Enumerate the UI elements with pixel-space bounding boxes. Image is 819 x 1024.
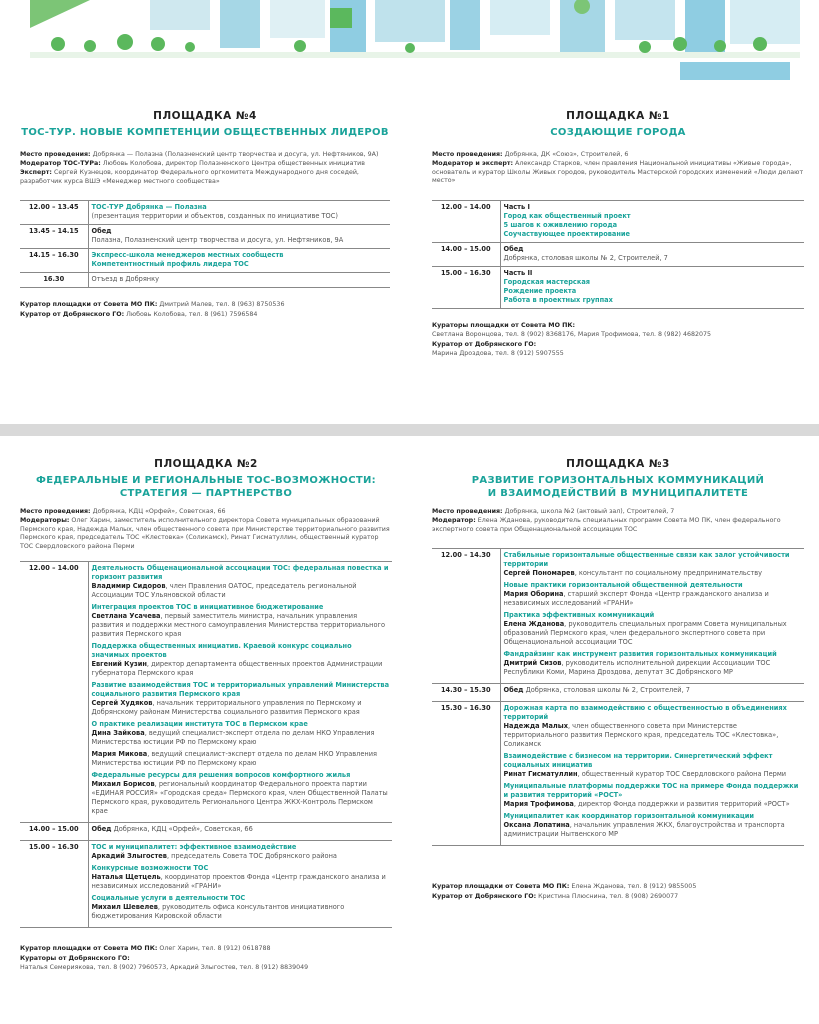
speaker-name: Аркадий Злыгостев — [91, 852, 167, 861]
venue-3-title: ПЛОЩАДКА №3 — [566, 458, 670, 470]
schedule-item: Работа в проектных группах — [503, 295, 613, 304]
schedule-item: Полазна, Полазненский центр творчества и досуга, ул. Нефтяников, 9А — [91, 236, 344, 245]
schedule-row — [432, 242, 804, 266]
speaker-role: , первый заместитель министра, начальник управления развития и поддержки местного самоуправления Министерства территориального развития Пермского края — [91, 612, 386, 639]
city-banner-illustration — [30, 0, 800, 80]
talk-title: Взаимодействие с бизнесом на территории. Синергетический эффект социальных инициатив — [503, 752, 773, 770]
venue-1-curators — [432, 321, 804, 359]
schedule-time: 12.00 – 13.45 — [20, 201, 88, 225]
talk-title: Фандрайзинг как инструмент развития горизонтальных коммуникаций — [503, 650, 777, 659]
schedule-row — [20, 249, 390, 273]
venue-1-schedule — [432, 200, 804, 309]
curator-line-text: Наталья Семериякова, тел. 8 (902) 7960573, Аркадий Злыгостев, тел. 8 (912) 8839049 — [20, 964, 309, 972]
meta-line — [20, 508, 392, 517]
talk-speaker-line — [92, 780, 390, 816]
talk-block — [504, 812, 802, 839]
curator-line — [432, 882, 804, 892]
venue-3-subtitle-line-1: РАЗВИТИЕ ГОРИЗОНТАЛЬНЫХ КОММУНИКАЦИЙ — [471, 475, 765, 486]
schedule-item: ТОС-ТУР Добрянка — Полазна — [91, 203, 207, 212]
curator-line-text: Олег Харин, тел. 8 (912) 0618788 — [159, 945, 271, 953]
meta-line — [20, 169, 390, 186]
speaker-name: Наталья Щетцель — [91, 873, 161, 882]
speaker-name: Евгений Кузин — [91, 660, 147, 669]
speaker-role: , ведущий специалист-эксперт отдела по делам НКО Управления Министерства юстиции РФ по Пермскому краю — [91, 750, 377, 768]
schedule-row — [20, 841, 392, 928]
schedule-row — [20, 562, 392, 823]
meta-line — [20, 160, 390, 169]
talk-block — [92, 771, 390, 816]
section-venue-4 — [20, 110, 390, 319]
speaker-name: Ринат Гисматуллин — [503, 770, 578, 779]
schedule-content — [500, 200, 804, 242]
venue-4-curators — [20, 300, 390, 319]
speaker-name: Оксана Лопатина — [503, 821, 570, 830]
curator-line-label: Куратор от Добрянского ГО: — [432, 340, 537, 348]
schedule-item: Отъезд в Добрянку — [91, 275, 159, 284]
schedule-item: Добрянка, столовая школы № 2, Строителей, 7 — [503, 253, 668, 262]
schedule-time: 14.30 – 15.30 — [432, 684, 500, 702]
speaker-name: Михаил Борисов — [91, 780, 155, 789]
speaker-role: , ведущий специалист-эксперт отдела по делам НКО Управления Министерства юстиции РФ по Пермскому краю — [91, 729, 375, 747]
venue-4-schedule — [20, 200, 390, 288]
schedule-item: Город как общественный проект — [503, 211, 631, 220]
speaker-role: , руководитель исполнительной дирекции Ассоциации ТОС Республики Коми, Марина Дроздова, депутат ЗС Добрянского МР — [503, 659, 771, 677]
talk-speaker-line — [92, 699, 390, 717]
meta-line — [432, 517, 804, 534]
speaker-role: Добрянка, КДЦ «Орфей», Советская, 66 — [111, 825, 253, 834]
speaker-name: Дина Зайкова — [91, 729, 145, 738]
talk-block — [504, 581, 802, 608]
talk-speaker-line — [504, 770, 802, 779]
talk-speaker-line — [504, 722, 802, 749]
schedule-content — [88, 273, 390, 288]
curator-line-label: Куратор от Добрянского ГО: — [432, 892, 537, 900]
talk-block — [92, 603, 390, 639]
speaker-name: Мария Оборина — [503, 590, 564, 599]
talk-block — [92, 864, 390, 891]
meta-line-label: Модератор: — [432, 517, 476, 525]
speaker-name: Светлана Усачева — [91, 612, 161, 621]
curator-line-label: Куратор площадки от Совета МО ПК: — [20, 301, 158, 309]
speaker-role: , общественный куратор ТОС Свердловского района Перми — [577, 770, 787, 779]
venue-3-subtitle — [432, 474, 804, 500]
page-divider — [0, 424, 819, 436]
talk-speaker-line — [92, 903, 390, 921]
talk-speaker-line — [504, 800, 802, 809]
schedule-item: (презентация территории и объектов, созданных по инициативе ТОС) — [91, 212, 338, 221]
schedule-time: 16.30 — [20, 273, 88, 288]
curator-line-text: Дмитрий Малев, тел. 8 (963) 8750536 — [159, 301, 285, 309]
talk-block — [92, 894, 390, 921]
speaker-role: , старший эксперт Фонда «Центр гражданского анализа и независимых исследований «ГРАНИ» — [503, 590, 769, 608]
talk-title: Дорожная карта по взаимодействию с общественностью в объединениях территорий — [503, 704, 787, 722]
meta-line-text: Добрянка — Полазна (Полазненский центр творчества и досуга, ул. Нефтяников, 9А) — [92, 151, 379, 158]
talk-block — [504, 782, 802, 809]
section-venue-1 — [432, 110, 804, 359]
program-page-bottom — [0, 436, 819, 1024]
meta-line-text: Любовь Колобова, директор Полазненского Центра общественных инициатив — [102, 160, 365, 168]
venue-2-schedule — [20, 561, 392, 928]
meta-line — [432, 151, 804, 160]
venue-1-subtitle: СОЗДАЮЩИЕ ГОРОДА — [550, 127, 686, 138]
venue-3-subtitle-line-2: И ВЗАИМОДЕЙСТВИЙ В МУНИЦИПАЛИТЕТЕ — [487, 488, 749, 499]
schedule-row — [20, 201, 390, 225]
speaker-role: , региональный координатор Федерального проекта партии «ЕДИНАЯ РОССИЯ» «Городская среда» Пермского края, член Общественной Палаты Пермского края, руководитель Регионального Центра ЖКХ-Контроль Пермском крае — [91, 780, 388, 816]
talk-block — [504, 611, 802, 647]
meta-line-label: Место проведения: — [20, 151, 91, 158]
talk-block — [504, 704, 802, 749]
meta-line-text: Добрянка, КДЦ «Орфей», Советская, 66 — [92, 508, 226, 515]
talk-speaker-line — [92, 582, 390, 600]
meta-line-label: Модератор ТОС-ТУРа: — [20, 160, 101, 168]
schedule-content — [88, 823, 392, 841]
schedule-item: Обед — [503, 244, 524, 253]
speaker-name: Елена Жданова — [503, 620, 565, 629]
talk-title: Федеральные ресурсы для решения вопросов комфортного жилья — [91, 771, 351, 780]
talk-title: Развитие взаимодействия ТОС и территориальных управлений Министерства социального развития Пермского края — [91, 681, 390, 699]
talk-block — [92, 564, 390, 600]
schedule-time: 15.00 – 16.30 — [432, 266, 500, 308]
talk-speaker-line — [504, 620, 802, 647]
speaker-name: Мария Трофимова — [503, 800, 574, 809]
schedule-time: 14.00 – 15.00 — [432, 242, 500, 266]
talk-title: Деятельность Общенациональной ассоциации ТОС: федеральная повестка и горизонт развития — [91, 564, 389, 582]
meta-line-text: Александр Старков, член правления Национальной инициативы «Живые города», основатель и куратор Школы Живых городов, руководитель Мастерской городских изменений «Люди делают место» — [432, 160, 804, 185]
curator-line — [432, 340, 804, 350]
talk-title: Муниципальные платформы поддержки ТОС на примере Фонда поддержки и развития территорий «РОСТ» — [503, 782, 799, 800]
speaker-name: Надежда Малых — [503, 722, 568, 731]
talk-title: ТОС и муниципалитет: эффективное взаимодействие — [91, 843, 297, 852]
schedule-item: 5 шагов к оживлению города — [503, 220, 618, 229]
venue-3-curators — [432, 882, 804, 901]
curator-line-label: Куратор от Добрянского ГО: — [20, 310, 125, 318]
venue-4-title: ПЛОЩАДКА №4 — [153, 110, 257, 122]
venue-2-subtitle — [20, 474, 392, 500]
schedule-time: 15.00 – 16.30 — [20, 841, 88, 928]
curator-line — [432, 349, 804, 359]
schedule-content — [88, 562, 392, 823]
talk-speaker-line — [92, 873, 390, 891]
venue-4-meta — [20, 151, 390, 186]
talk-speaker-line — [504, 659, 802, 677]
schedule-content — [500, 684, 804, 702]
speaker-role: Добрянка, столовая школы № 2, Строителей, 7 — [523, 686, 690, 695]
schedule-content — [88, 249, 390, 273]
talk-title: Конкурсные возможности ТОС — [91, 864, 209, 873]
curator-line — [20, 954, 392, 964]
talk-speaker-line — [92, 612, 390, 639]
curator-line-text: Марина Дроздова, тел. 8 (912) 5907555 — [432, 350, 564, 358]
schedule-item: Рождение проекта — [503, 286, 577, 295]
talk-title: Стабильные горизонтальные общественные связи как залог устойчивости территории — [503, 551, 790, 569]
schedule-time: 12.00 – 14.00 — [20, 562, 88, 823]
talk-speaker-line — [504, 590, 802, 608]
meta-line-label: Эксперт: — [20, 169, 52, 177]
meta-line-label: Модератор и эксперт: — [432, 160, 514, 168]
talk-speaker-line — [504, 686, 802, 695]
schedule-content — [500, 242, 804, 266]
venue-3-meta — [432, 508, 804, 534]
schedule-row — [432, 549, 804, 684]
curator-line-label: Куратор площадки от Совета МО ПК: — [20, 945, 158, 953]
curator-line — [20, 944, 392, 954]
meta-line-label: Место проведения: — [432, 508, 503, 515]
speaker-name: Сергей Пономарев — [503, 569, 575, 578]
curator-line-text: Кристина Плюснина, тел. 8 (908) 2690077 — [538, 892, 679, 900]
venue-2-title: ПЛОЩАДКА №2 — [154, 458, 258, 470]
speaker-role: , директор Фонда поддержки и развития территорий «РОСТ» — [573, 800, 790, 809]
schedule-item: Экспресс-школа менеджеров местных сообществ — [91, 251, 284, 260]
talk-speaker-line — [92, 729, 390, 747]
talk-block — [92, 843, 390, 861]
schedule-row — [432, 702, 804, 846]
venue-2-subtitle-line-1: ФЕДЕРАЛЬНЫЕ И РЕГИОНАЛЬНЫЕ ТОС-ВОЗМОЖНОСТИ: — [36, 475, 376, 486]
schedule-time: 13.45 – 14.15 — [20, 225, 88, 249]
schedule-content — [500, 702, 804, 846]
talk-speaker-line — [92, 660, 390, 678]
speaker-name: Сергей Худяков — [91, 699, 153, 708]
curator-line-label: Кураторы площадки от Совета МО ПК: — [432, 321, 576, 329]
curator-line — [20, 963, 392, 973]
venue-1-title: ПЛОЩАДКА №1 — [566, 110, 670, 122]
schedule-row — [20, 273, 390, 288]
talk-speaker-line — [504, 569, 802, 578]
curator-line-label: Кураторы от Добрянского ГО: — [20, 954, 130, 962]
talk-block — [504, 650, 802, 677]
talk-block — [92, 825, 390, 834]
talk-speaker-line — [92, 750, 390, 768]
schedule-row — [432, 200, 804, 242]
talk-block — [92, 750, 390, 768]
venue-2-curators — [20, 944, 392, 973]
talk-speaker-line — [92, 852, 390, 861]
meta-line — [432, 508, 804, 517]
schedule-item: Часть II — [503, 268, 533, 277]
schedule-content — [500, 549, 804, 684]
schedule-item: Городская мастерская — [503, 277, 590, 286]
talk-block — [92, 720, 390, 747]
talk-block — [504, 752, 802, 779]
talk-title: Социальные услуги в деятельности ТОС — [91, 894, 246, 903]
curator-line — [432, 330, 804, 340]
speaker-name: Мария Микова — [91, 750, 148, 759]
section-venue-2 — [20, 458, 392, 973]
speaker-role: , начальник территориального управления по Пермскому и Добрянскому районам Министерства социального развития Пермского края — [91, 699, 362, 717]
speaker-name: Владимир Сидоров — [91, 582, 166, 591]
talk-speaker-line — [504, 821, 802, 839]
program-page-top — [0, 0, 819, 424]
meta-line-label: Место проведения: — [432, 151, 503, 158]
talk-title: Практика эффективных коммуникаций — [503, 611, 655, 620]
curator-line-text: Светлана Воронцова, тел. 8 (902) 8368176, Мария Трофимова, тел. 8 (982) 4682075 — [432, 331, 711, 339]
talk-title: Муниципалитет как координатор горизонтальной коммуникации — [503, 812, 754, 821]
speaker-role: , руководитель офиса консультантов инициативного бюджетирования Кировской области — [91, 903, 345, 921]
meta-line-text: Елена Жданова, руководитель специальных программ Совета МО ПК, член федерального экспертного совета при Общенациональной ассоциации ТОС — [432, 517, 781, 533]
talk-block — [504, 551, 802, 578]
speaker-role: , координатор проектов Фонда «Центр гражданского анализа и независимых исследований «ГРАНИ» — [91, 873, 386, 891]
speaker-name: Обед — [91, 825, 112, 834]
meta-line — [20, 151, 390, 160]
schedule-row — [432, 684, 804, 702]
speaker-role: , начальник управления ЖКХ, благоустройства и транспорта администрации Нытвенского МР — [503, 821, 785, 839]
speaker-role: , консультант по социальному предпринимательству — [574, 569, 763, 578]
speaker-role: , член общественного совета при Министерстве территориального развития Пермского края, председатель ТОС «Клестовка», Соликамск — [503, 722, 779, 749]
speaker-name: Михаил Шевелев — [91, 903, 158, 912]
schedule-row — [432, 266, 804, 308]
venue-2-subtitle-line-2: СТРАТЕГИЯ — ПАРТНЕРСТВО — [119, 488, 293, 499]
meta-line-text: Добрянка, ДК «Союз», Строителей, 6 — [504, 151, 629, 158]
schedule-time: 14.15 – 16.30 — [20, 249, 88, 273]
talk-block — [504, 686, 802, 695]
venue-1-meta — [432, 151, 804, 186]
venue-3-schedule — [432, 548, 804, 846]
schedule-item: Часть I — [503, 202, 530, 211]
talk-title: Новые практики горизонтальной общественной деятельности — [503, 581, 743, 590]
meta-line-text: Сергей Кузнецов, координатор Федерального оргкомитета Международного дня соседей, разработчик курса ВШЭ «Менеджер местного сообщества» — [20, 169, 359, 185]
meta-line-label: Место проведения: — [20, 508, 91, 515]
schedule-item: Соучаствующее проектирование — [503, 229, 630, 238]
schedule-item: Компетентностный профиль лидера ТОС — [91, 260, 249, 269]
schedule-content — [500, 266, 804, 308]
schedule-content — [88, 225, 390, 249]
curator-line — [20, 310, 390, 320]
curator-line — [432, 321, 804, 331]
meta-line — [432, 160, 804, 186]
schedule-item: Обед — [91, 227, 112, 236]
speaker-name: Дмитрий Сизов — [503, 659, 562, 668]
curator-line — [20, 300, 390, 310]
speaker-role: , председатель Совета ТОС Добрянского района — [166, 852, 337, 861]
schedule-row — [20, 823, 392, 841]
curator-line — [432, 892, 804, 902]
schedule-content — [88, 201, 390, 225]
speaker-name: Обед — [503, 686, 524, 695]
talk-block — [92, 642, 390, 678]
curator-line-text: Елена Жданова, тел. 8 (912) 9855005 — [571, 883, 697, 891]
venue-2-meta — [20, 508, 392, 551]
schedule-time: 12.00 – 14.00 — [432, 200, 500, 242]
schedule-time: 14.00 – 15.00 — [20, 823, 88, 841]
schedule-time: 15.30 – 16.30 — [432, 702, 500, 846]
speaker-role: , член Правления ОАТОС, председатель региональной Ассоциации ТОС Ульяновской области — [91, 582, 357, 600]
meta-line-text: Добрянка, школа №2 (актовый зал), Строителей, 7 — [504, 508, 675, 515]
talk-block — [92, 681, 390, 717]
meta-line — [20, 517, 392, 551]
meta-line-label: Модераторы: — [20, 517, 70, 525]
venue-4-subtitle: ТОС-ТУР. НОВЫЕ КОМПЕТЕНЦИИ ОБЩЕСТВЕННЫХ ЛИДЕРОВ — [21, 127, 389, 138]
schedule-content — [88, 841, 392, 928]
speaker-role: , руководитель специальных программ Совета муниципальных образований Пермского края, член федерального экспертного совета при Общенациональной ассоциации ТОС — [503, 620, 787, 647]
schedule-row — [20, 225, 390, 249]
talk-speaker-line — [92, 825, 390, 834]
speaker-role: , директор департамента общественных проектов Администрации губернатора Пермского края — [91, 660, 383, 678]
section-venue-3 — [432, 458, 804, 901]
talk-title: О практике реализации института ТОС в Пермском крае — [91, 720, 308, 729]
talk-title: Интеграция проектов ТОС в инициативное бюджетирование — [91, 603, 324, 612]
meta-line-text: Олег Харин, заместитель исполнительного директора Совета муниципальных образований Пермского края, Надежда Малых, член общественного совета при Министерстве территориального развития Пермского края, председатель ТОС «Клестовка» (Соликамск), Ринат Гисматуллин, общественный куратор ТОС Свердловского района Перми — [20, 517, 390, 550]
schedule-time: 12.00 – 14.30 — [432, 549, 500, 684]
curator-line-label: Куратор площадки от Совета МО ПК: — [432, 883, 570, 891]
talk-title: Поддержка общественных инициатив. Краевой конкурс социально значимых проектов — [91, 642, 352, 660]
curator-line-text: Любовь Колобова, тел. 8 (961) 7596584 — [126, 310, 258, 318]
